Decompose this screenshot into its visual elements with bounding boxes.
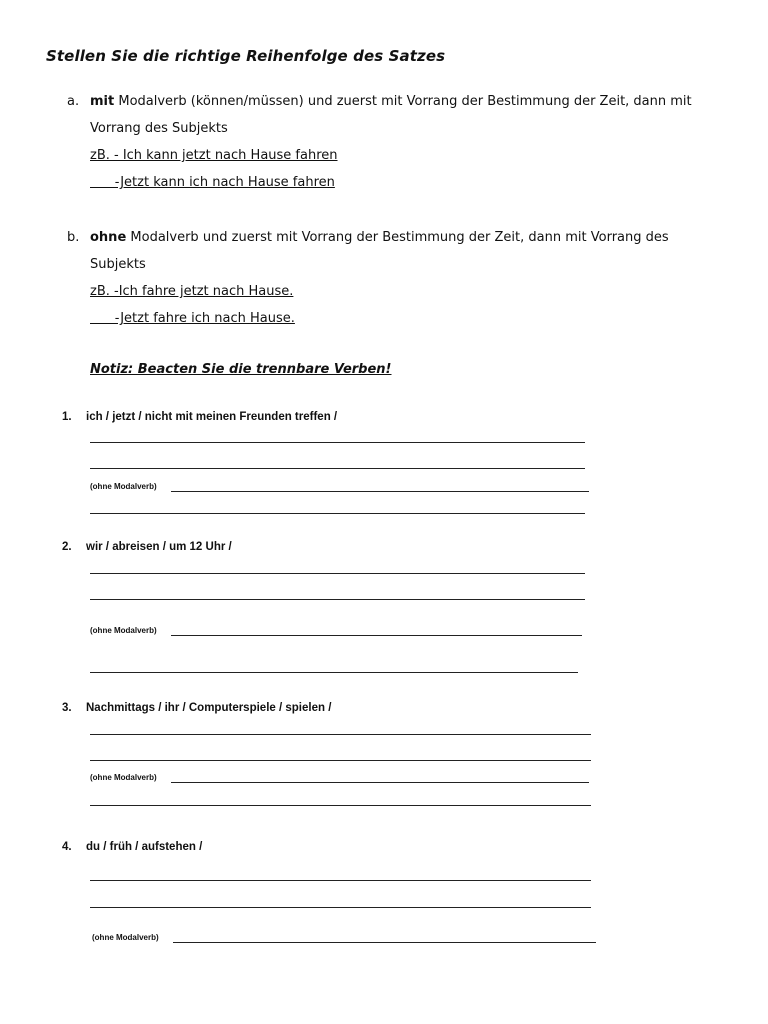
exercise-number: 1.: [62, 411, 72, 423]
answer-line[interactable]: [90, 573, 585, 574]
ohne-modalverb-label: (ohne Modalverb): [90, 626, 157, 635]
rule-text: [90, 88, 727, 115]
rule-lead: ohne: [90, 230, 127, 245]
exercise-number: 4.: [62, 841, 72, 853]
rule-marker: b.: [67, 230, 80, 245]
page-title: Stellen Sie die richtige Reihenfolge des Satzes: [46, 47, 446, 65]
rule-continuation: Vorrang des Subjekts: [90, 121, 228, 136]
rule-text: [90, 224, 727, 251]
rule-example-1: zB. -Ich fahre jetzt nach Hause.: [90, 284, 294, 299]
rule-lead-rest: Modalverb (können/müssen) und zuerst mit Vorrang der Bestimmung der Zeit, dann mit: [114, 94, 692, 109]
answer-line[interactable]: [90, 734, 591, 735]
exercise-prompt: du / früh / aufstehen /: [86, 841, 203, 853]
exercise-prompt: Nachmittags / ihr / Computerspiele / spielen /: [86, 702, 332, 714]
exercise-2: [62, 541, 602, 557]
answer-line[interactable]: [171, 635, 582, 636]
answer-line[interactable]: [90, 468, 585, 469]
rule-example-2: -Jetzt kann ich nach Hause fahren: [90, 175, 335, 190]
rule-a: [67, 88, 727, 196]
rule-example-1: zB. - Ich kann jetzt nach Hause fahren: [90, 148, 338, 163]
answer-line[interactable]: [171, 782, 589, 783]
answer-line[interactable]: [90, 672, 578, 673]
answer-line[interactable]: [90, 442, 585, 443]
answer-line[interactable]: [90, 907, 591, 908]
rule-b: [67, 224, 727, 332]
answer-line[interactable]: [171, 491, 589, 492]
exercise-prompt: ich / jetzt / nicht mit meinen Freunden treffen /: [86, 411, 338, 423]
rule-continuation: Subjekts: [90, 257, 146, 272]
ohne-modalverb-label: (ohne Modalverb): [90, 773, 157, 782]
rule-example-2: -Jetzt fahre ich nach Hause.: [90, 311, 295, 326]
exercise-3: [62, 702, 602, 718]
note-heading: Notiz: Beacten Sie die trennbare Verben!: [90, 362, 392, 377]
exercise-number: 3.: [62, 702, 72, 714]
exercise-4: [62, 841, 602, 857]
rule-marker: a.: [67, 94, 80, 109]
exercise-number: 2.: [62, 541, 72, 553]
answer-line[interactable]: [90, 599, 585, 600]
answer-line[interactable]: [90, 805, 591, 806]
answer-line[interactable]: [90, 760, 591, 761]
rule-lead-rest: Modalverb und zuerst mit Vorrang der Bestimmung der Zeit, dann mit Vorrang des: [126, 230, 669, 245]
answer-line[interactable]: [90, 513, 585, 514]
exercise-1: [62, 411, 602, 427]
answer-line[interactable]: [173, 942, 596, 943]
ohne-modalverb-label: (ohne Modalverb): [90, 482, 157, 491]
answer-line[interactable]: [90, 880, 591, 881]
rule-lead: mit: [90, 94, 115, 109]
exercise-prompt: wir / abreisen / um 12 Uhr /: [86, 541, 232, 553]
ohne-modalverb-label: (ohne Modalverb): [92, 933, 159, 942]
